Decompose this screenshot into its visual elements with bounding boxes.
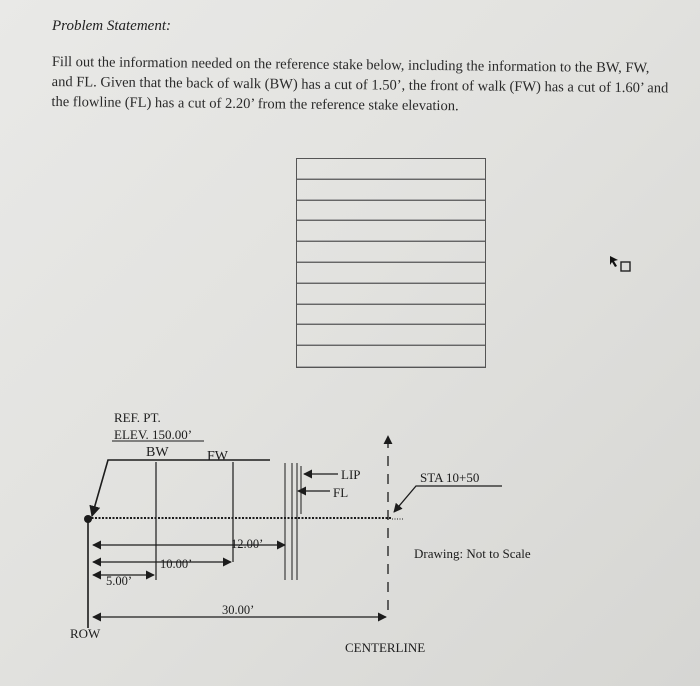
lip-label: LIP [341,467,361,482]
centerline-label: CENTERLINE [345,640,426,655]
dimension-30-label: 30.00’ [222,603,255,617]
problem-statement: Fill out the information needed on the reference stake below, including the information to the BW, FW, and FL. Given that the back of walk (BW) has a cut of 1.50’, the front of walk (FW) has a cut of 1.60’ and the flowline (FL) has a cut of 2.20’ from the reference stake elevation. [51,53,669,115]
problem-title: Problem Statement: [52,18,171,34]
ref-pt-leader [92,460,270,516]
dimension-12-label: 12.00’ [231,537,264,551]
scale-note: Drawing: Not to Scale [414,546,531,561]
bw-label: BW [146,445,169,460]
elevation-label: ELEV. 150.00’ [114,427,193,442]
dimension-5-label: 5.00’ [106,574,133,588]
row-label: ROW [70,626,101,641]
dimension-10-label: 10.00’ [160,557,193,571]
fw-label: FW [207,449,228,464]
station-label: STA 10+50 [420,470,480,485]
station-leader [394,486,502,512]
ref-pt-label: REF. PT. [114,410,161,425]
fl-label: FL [333,485,349,500]
